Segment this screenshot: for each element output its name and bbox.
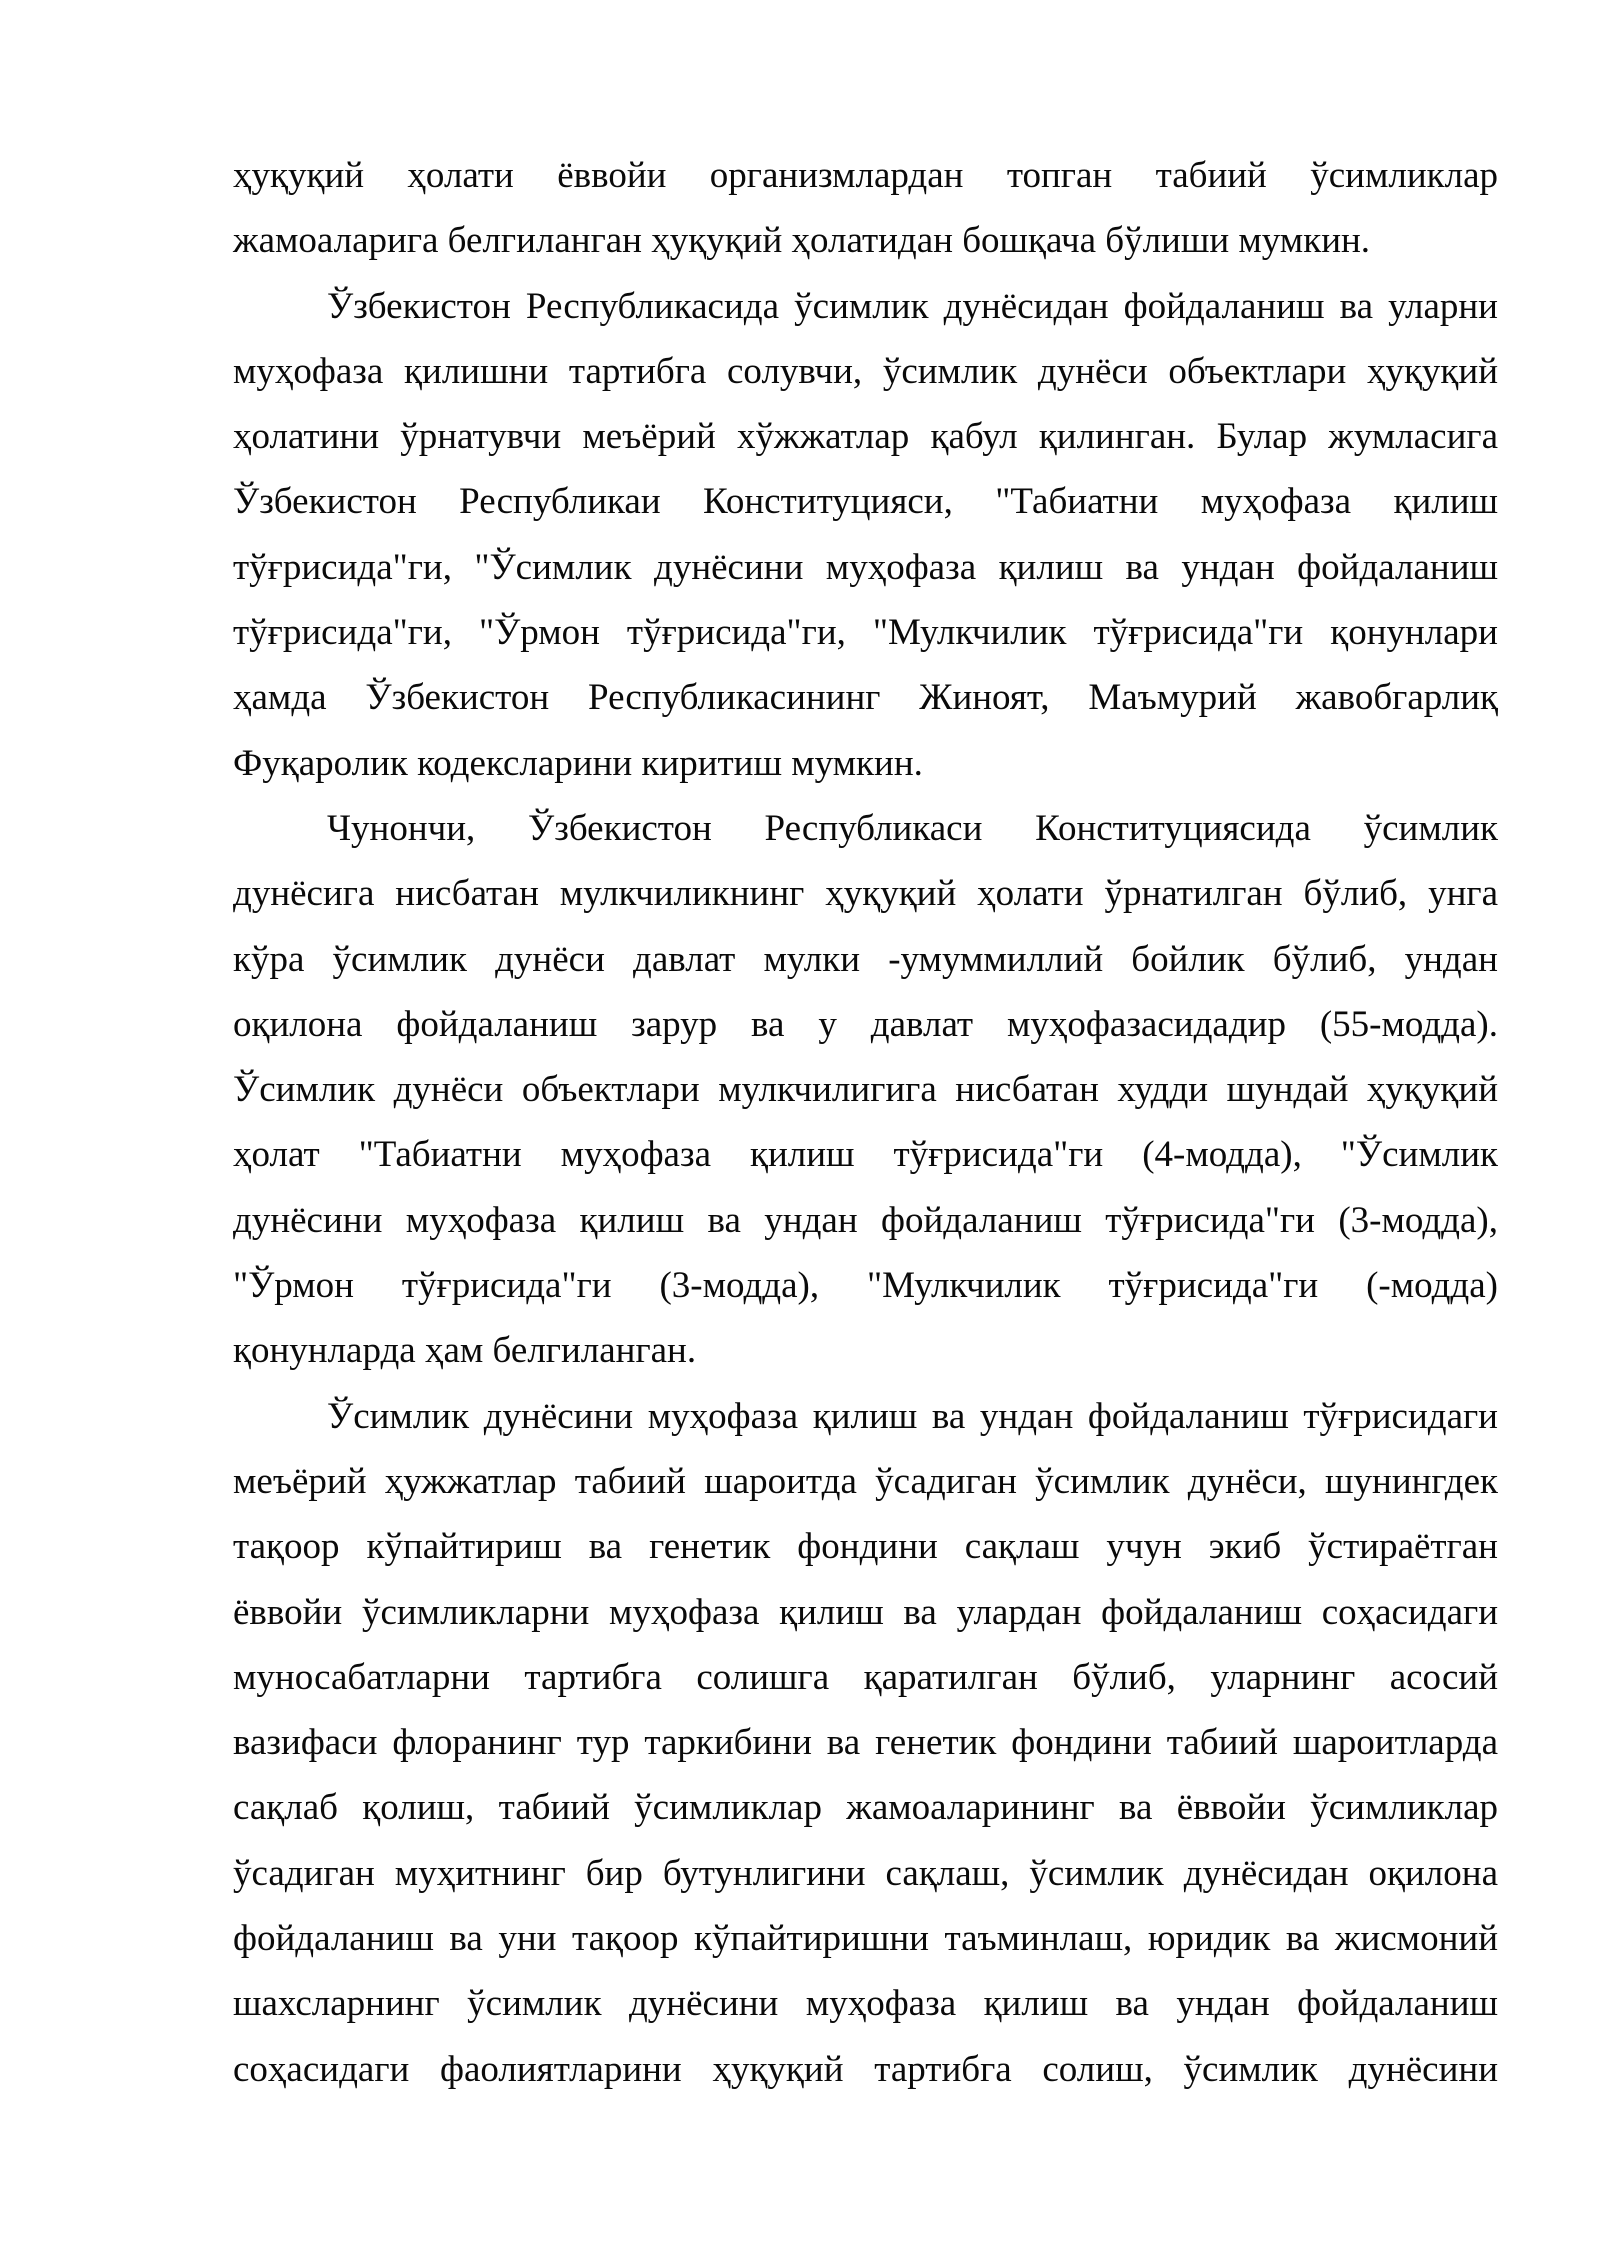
text-line: Ўсимлик дунёсини муҳофаза қилиш ва ундан фойдаланиш тўғрисидаги [327, 1395, 1498, 1437]
text-line: Ўсимлик дунёси объектлари мулкчилигига нисбатан худди шундай ҳуқуқий [233, 1069, 1498, 1111]
text-line: соҳасидаги фаолиятларини ҳуқуқий тартибга солиш, ўсимлик дунёсини [233, 2048, 1498, 2090]
text-line: меъёрий ҳужжатлар табиий шароитда ўсадиган ўсимлик дунёси, шунингдек [233, 1460, 1498, 1502]
text-line: ҳамда Ўзбекистон Республикасининг Жиноят, Маъмурий жавобгарлиқ [233, 677, 1498, 719]
text-line: фойдаланиш ва уни тақоор кўпайтиришни таъминлаш, юридик ва жисмоний [233, 1918, 1498, 1960]
text-line: тақоор кўпайтириш ва генетик фондини сақлаш учун экиб ўстираётган [233, 1526, 1498, 1568]
paragraph [233, 1384, 1498, 2102]
text-line: ҳуқуқий ҳолати ёввойи организмлардан топган табиий ўсимликлар [233, 155, 1498, 196]
text-line: Чунончи, Ўзбекистон Республикаси Конституциясида ўсимлик [327, 807, 1498, 849]
text-line: ҳолат "Табиатни муҳофаза қилиш тўғрисида"ги (4-модда), "Ўсимлик [233, 1134, 1498, 1176]
text-line: оқилона фойдаланиш зарур ва у давлат муҳофазасидадир (55-модда). [233, 1003, 1498, 1045]
text-line: дунёсига нисбатан мулкчиликнинг ҳуқуқий ҳолати ўрнатилган бўлиб, унга [233, 873, 1498, 915]
text-line: тўғрисида"ги, "Ўсимлик дунёсини муҳофаза қилиш ва ундан фойдаланиш [233, 546, 1498, 588]
text-line: муносабатларни тартибга солишга қаратилган бўлиб, уларнинг асосий [233, 1656, 1498, 1698]
paragraph [233, 796, 1498, 1384]
text-line: дунёсини муҳофаза қилиш ва ундан фойдаланиш тўғрисида"ги (3-модда), [233, 1199, 1498, 1241]
paragraph-continuation [233, 143, 1498, 274]
text-line: шахсларнинг ўсимлик дунёсини муҳофаза қилиш ва ундан фойдаланиш [233, 1983, 1498, 2025]
text-line: тўғрисида"ги, "Ўрмон тўғрисида"ги, "Мулкчилик тўғрисида"ги қонунлари [233, 612, 1498, 654]
text-line: кўра ўсимлик дунёси давлат мулки -умуммиллий бойлик бўлиб, ундан [233, 938, 1498, 980]
text-line: "Ўрмон тўғрисида"ги (3-модда), "Мулкчилик тўғрисида"ги (-модда) [233, 1265, 1498, 1307]
text-line: муҳофаза қилишни тартибга солувчи, ўсимлик дунёси объектлари ҳуқуқий [233, 350, 1498, 392]
text-line: қонунларда ҳам белгиланган. [233, 1330, 697, 1372]
text-line: Ўзбекистон Республикаи Конституцияси, "Табиатни муҳофаза қилиш [233, 481, 1498, 523]
document-body [233, 143, 1498, 2102]
text-line: ўсадиган муҳитнинг бир бутунлигини сақлаш, ўсимлик дунёсидан оқилона [233, 1852, 1498, 1894]
text-line: Ўзбекистон Республикасида ўсимлик дунёсидан фойдаланиш ва уларни [327, 285, 1498, 327]
paragraph [233, 274, 1498, 796]
text-line: жамоаларига белгиланган ҳуқуқий ҳолатидан бошқача бўлиши мумкин. [233, 220, 1371, 262]
text-line: сақлаб қолиш, табиий ўсимликлар жамоаларининг ва ёввойи ўсимликлар [233, 1787, 1498, 1829]
text-line: ҳолатини ўрнатувчи меъёрий хўжжатлар қабул қилинган. Булар жумласига [233, 416, 1498, 458]
text-line: Фуқаролик кодексларини киритиш мумкин. [233, 742, 923, 784]
text-line: ёввойи ўсимликларни муҳофаза қилиш ва улардан фойдаланиш соҳасидаги [233, 1591, 1498, 1633]
text-line: вазифаси флоранинг тур таркибини ва генетик фондини табиий шароитларда [233, 1722, 1498, 1764]
